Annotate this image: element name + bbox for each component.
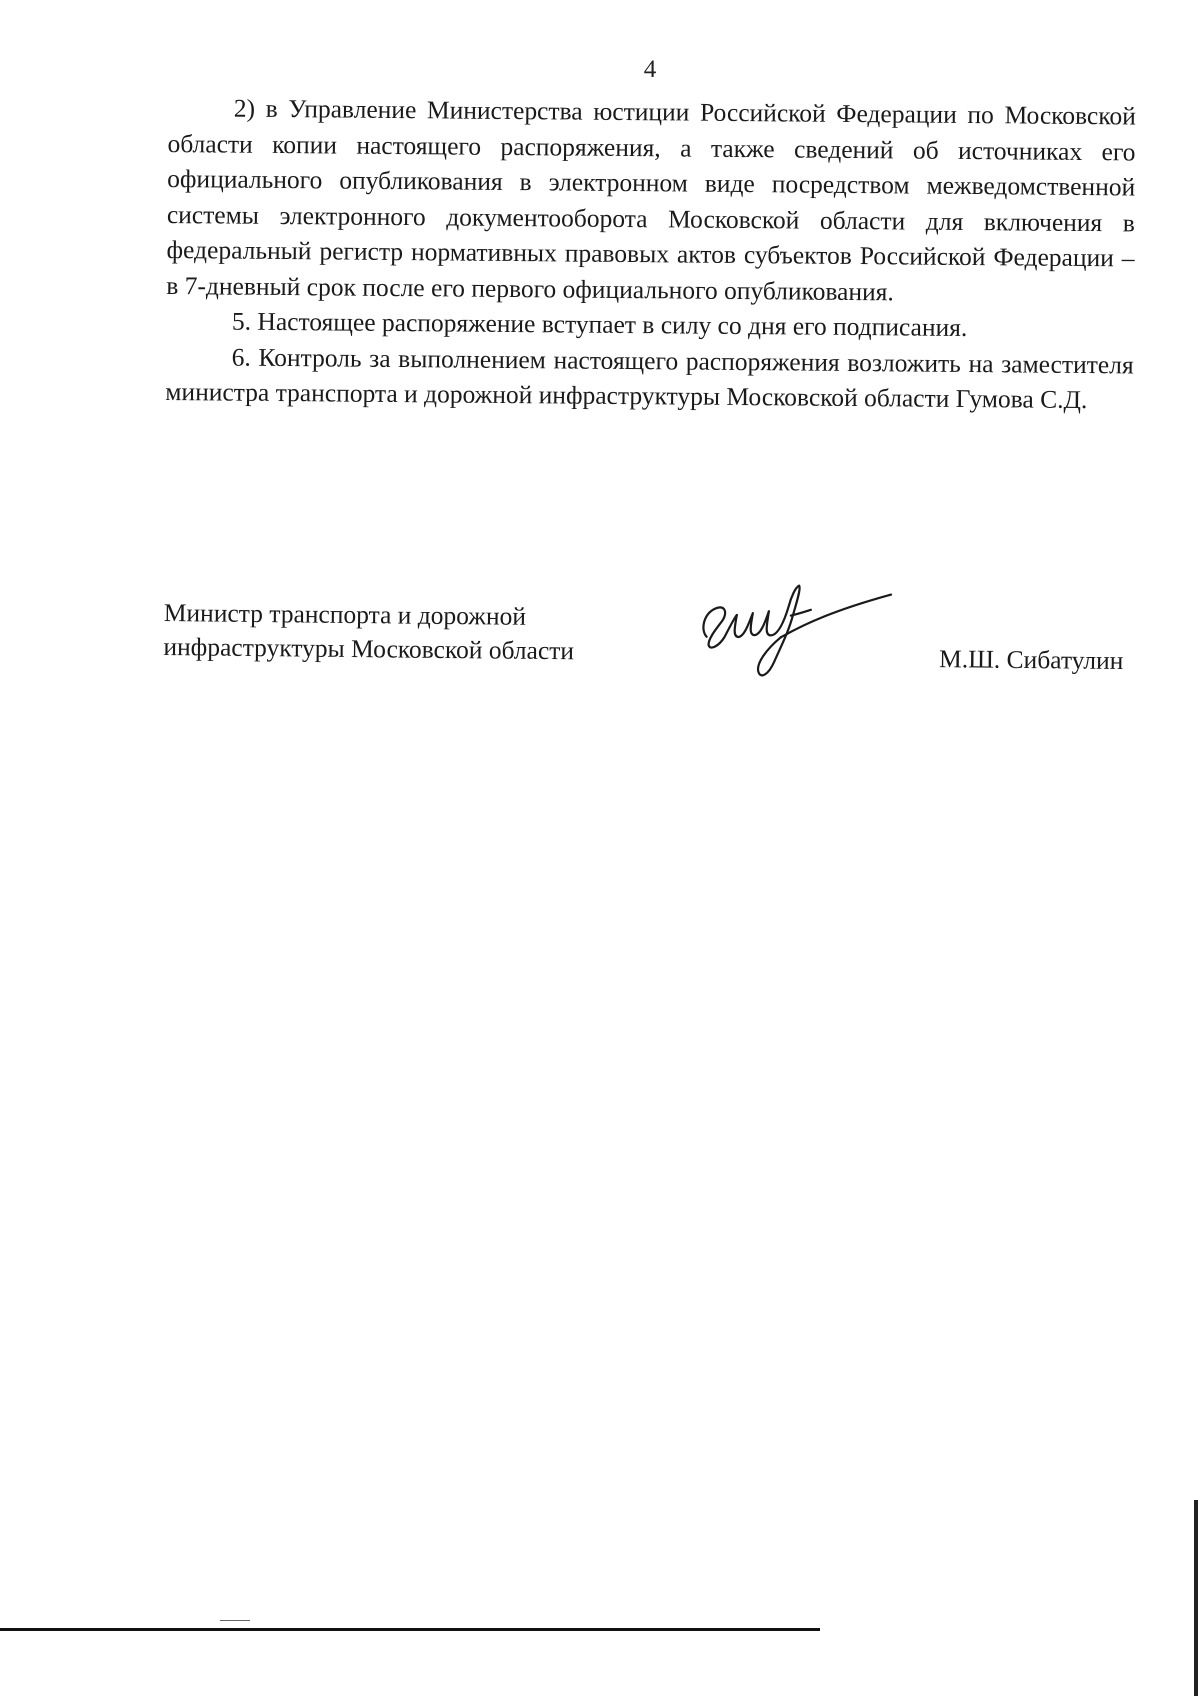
signatory-position-line-2: инфраструктуры Московской области bbox=[163, 631, 575, 666]
right-edge-line bbox=[1194, 1500, 1198, 1696]
page-number: 4 bbox=[643, 56, 657, 83]
signature-block bbox=[163, 596, 1144, 726]
document-body bbox=[165, 90, 1136, 418]
bottom-edge-line bbox=[0, 1628, 820, 1631]
signatory-name: М.Ш. Сибатулин bbox=[938, 644, 1124, 676]
paragraph-item-2: 2) в Управление Министерства юстиции Российской Федерации по Московской области копии настоящего распоряжения, а также сведений об источниках его официального опубликования в электронном виде посредством межведомственной системы электронного документооборота Московской области для включения в федеральный регистр нормативных правовых актов субъектов Российской Федерации – в 7-дневный срок после его первого официального опубликования. bbox=[166, 93, 1136, 306]
signatory-position bbox=[163, 596, 574, 668]
handwritten-signature bbox=[694, 575, 895, 692]
paragraph-item-6: 6. Контроль за выполнением настоящего распоряжения возложить на заместителя министра транспорта и дорожной инфраструктуры Московской области Гумова С.Д. bbox=[165, 342, 1134, 415]
signatory-position-line-1: Министр транспорта и дорожной bbox=[163, 597, 527, 631]
scan-artifact-line bbox=[220, 1620, 250, 1621]
paragraph-item-5: 5. Настоящее распоряжение вступает в силу со дня его подписания. bbox=[231, 306, 968, 342]
